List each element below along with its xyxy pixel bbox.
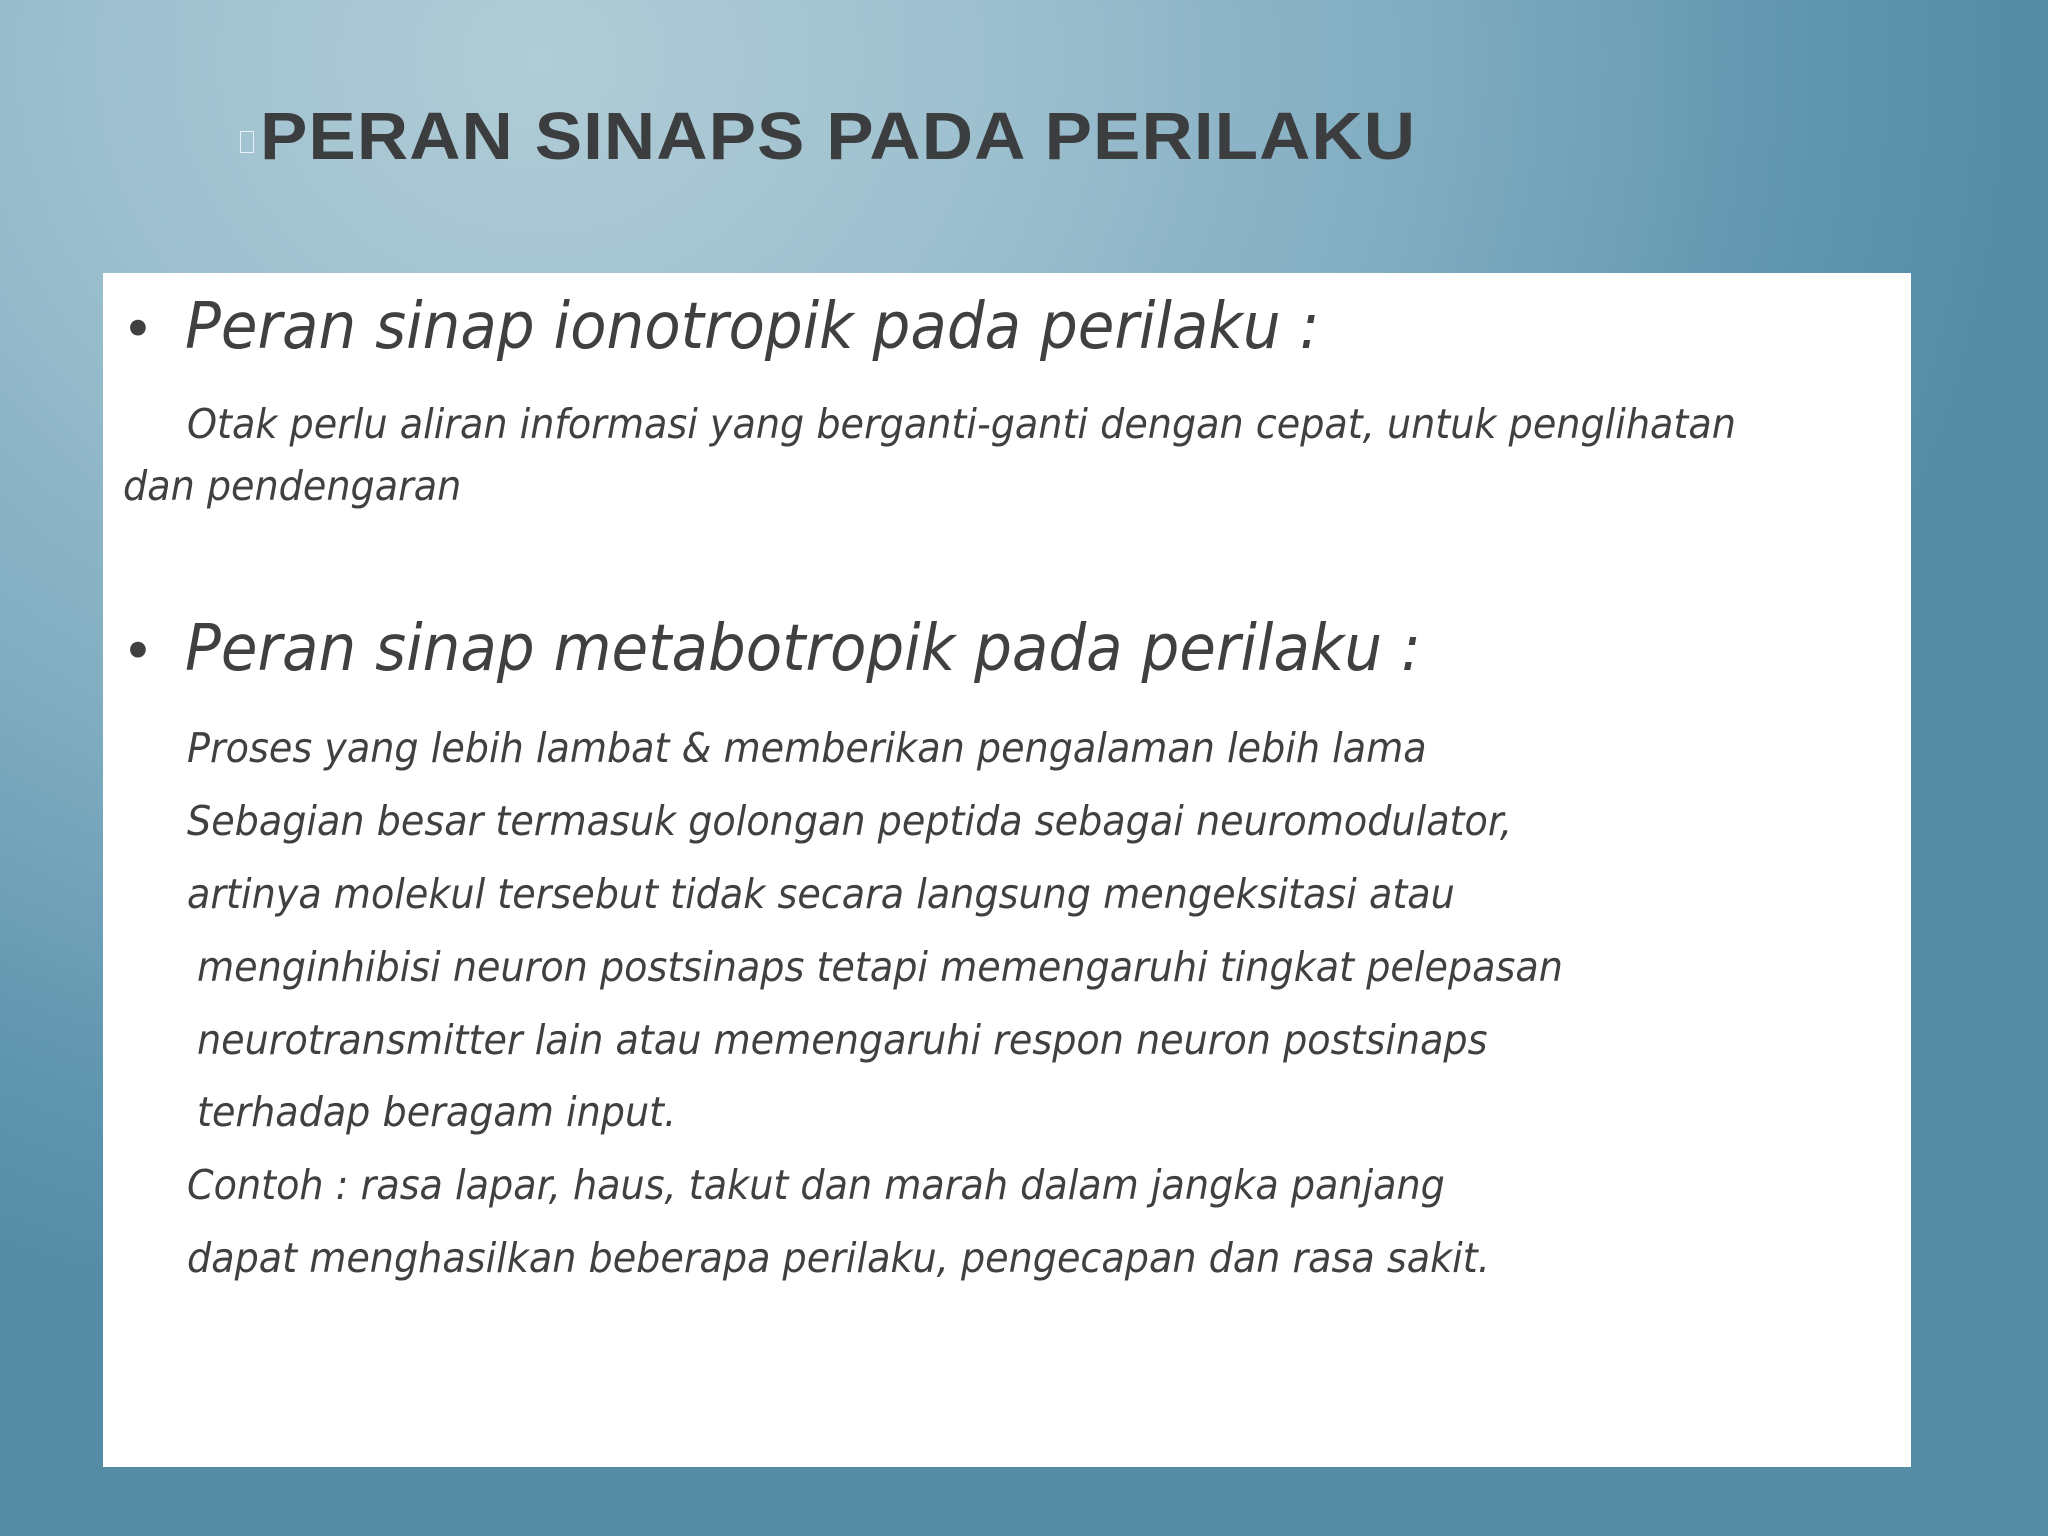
body-line: terhadap beragam input.	[197, 1088, 677, 1136]
bullet-marker: •	[122, 620, 154, 683]
body-line: Otak perlu aliran informasi yang berganti-ganti dengan cepat, untuk penglihatan	[187, 400, 1736, 448]
body-line: dan pendengaran	[123, 462, 462, 510]
bullet-marker: •	[122, 298, 154, 361]
slide-title: PERAN SINAPS PADA PERILAKU	[260, 98, 1417, 174]
body-line: Contoh : rasa lapar, haus, takut dan marah dalam jangka panjang	[187, 1161, 1445, 1209]
body-line: Sebagian besar termasuk golongan peptida sebagai neuromodulator,	[187, 797, 1513, 845]
title-row	[240, 96, 1417, 176]
body-line: Proses yang lebih lambat & memberikan pengalaman lebih lama	[187, 724, 1427, 772]
placeholder-box-icon	[240, 131, 254, 153]
section-heading-metabotropic: Peran sinap metabotropik pada perilaku :	[185, 612, 1422, 686]
body-line: dapat menghasilkan beberapa perilaku, pengecapan dan rasa sakit.	[187, 1234, 1490, 1282]
body-line: neurotransmitter lain atau memengaruhi respon neuron postsinaps	[197, 1016, 1488, 1064]
section-heading-ionotropic: Peran sinap ionotropik pada perilaku :	[185, 290, 1320, 364]
body-line: artinya molekul tersebut tidak secara langsung mengeksitasi atau	[187, 870, 1455, 918]
body-line: menginhibisi neuron postsinaps tetapi memengaruhi tingkat pelepasan	[197, 943, 1563, 991]
